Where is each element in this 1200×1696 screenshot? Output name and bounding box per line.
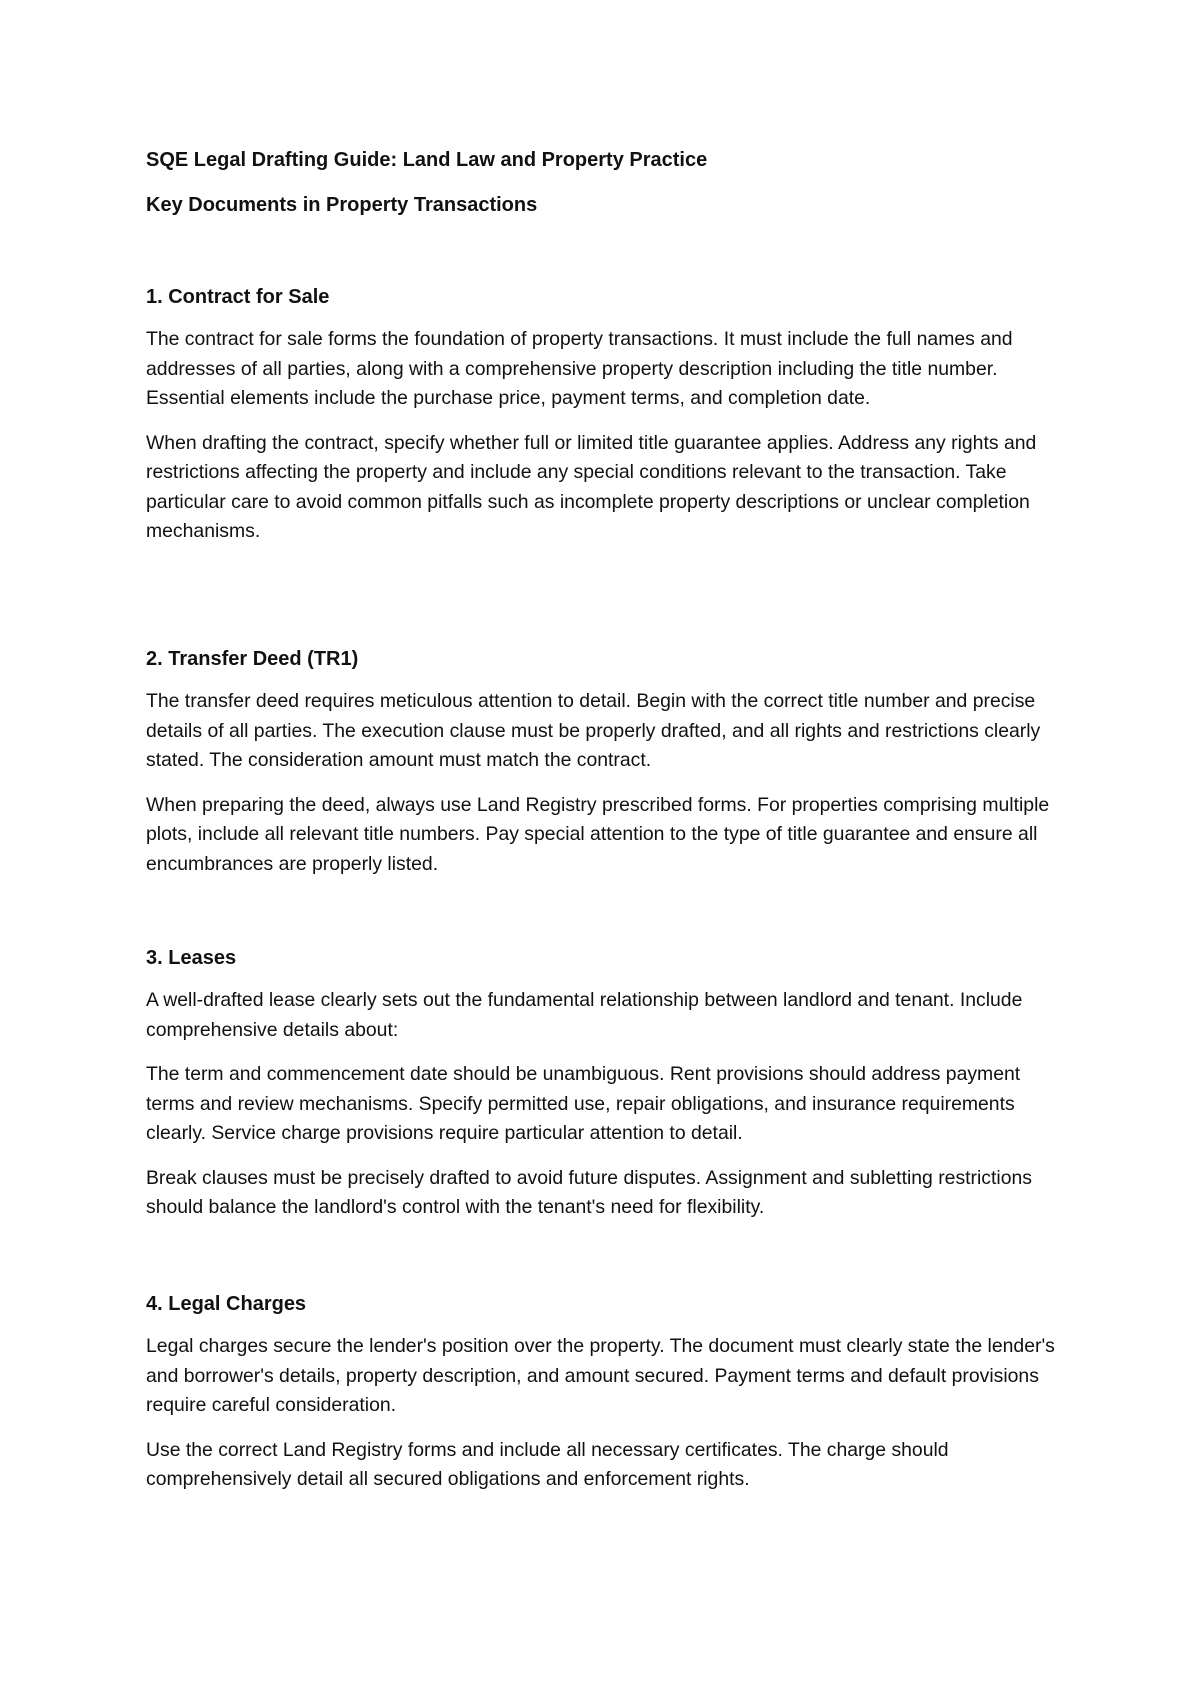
section-paragraph: The term and commencement date should be unambiguous. Rent provisions should address payment terms and review mechanisms. Specify permitted use, repair obligations, and insurance requirements clearly. Service charge provisions require particular attention to detail. — [146, 1063, 1021, 1144]
section-paragraph: A well-drafted lease clearly sets out the fundamental relationship between landlord and tenant. Include comprehensive details about: — [146, 989, 1023, 1041]
section-leases — [146, 944, 1066, 1238]
section-heading: 1. Contract for Sale — [146, 286, 330, 308]
document-subtitle: Key Documents in Property Transactions — [146, 194, 538, 216]
section-paragraph: When preparing the deed, always use Land Registry prescribed forms. For properties comprising multiple plots, include all relevant title numbers. Pay special attention to the type of title guarantee and ensure all encumbrances are properly listed. — [146, 793, 1050, 875]
section-paragraph: The transfer deed requires meticulous attention to detail. Begin with the correct title number and precise details of all parties. The execution clause must be properly drafted, and all rights and restrictions clearly stated. The consideration amount must match the contract. — [146, 690, 1041, 771]
section-heading: 4. Legal Charges — [146, 1293, 307, 1315]
document-title: SQE Legal Drafting Guide: Land Law and Property Practice — [146, 149, 708, 171]
section-heading: 2. Transfer Deed (TR1) — [146, 648, 359, 670]
section-paragraph: Legal charges secure the lender's position over the property. The document must clearly state the lender's and borrower's details, property description, and amount secured. Payment terms and default provisions require careful consideration. — [146, 1335, 1055, 1416]
section-paragraph: When drafting the contract, specify whether full or limited title guarantee applies. Address any rights and restrictions affecting the property and include any special conditions relevant to the transaction. Take particular care to avoid common pitfalls such as incomplete property descriptions or unclear completion mechanisms. — [146, 431, 1037, 542]
section-contract-for-sale — [146, 283, 1066, 562]
section-paragraph: The contract for sale forms the foundation of property transactions. It must include the full names and addresses of all parties, along with a comprehensive property description including the title number. Essential elements include the purchase price, payment terms, and completion date. — [146, 328, 1013, 409]
section-legal-charges — [146, 1290, 1066, 1510]
section-paragraph: Use the correct Land Registry forms and include all necessary certificates. The charge should comprehensively detail all secured obligations and enforcement rights. — [146, 1438, 949, 1490]
section-paragraph: Break clauses must be precisely drafted to avoid future disputes. Assignment and subletting restrictions should balance the landlord's control with the tenant's need for flexibility. — [146, 1166, 1032, 1218]
section-transfer-deed — [146, 645, 1066, 894]
section-heading: 3. Leases — [146, 947, 237, 969]
